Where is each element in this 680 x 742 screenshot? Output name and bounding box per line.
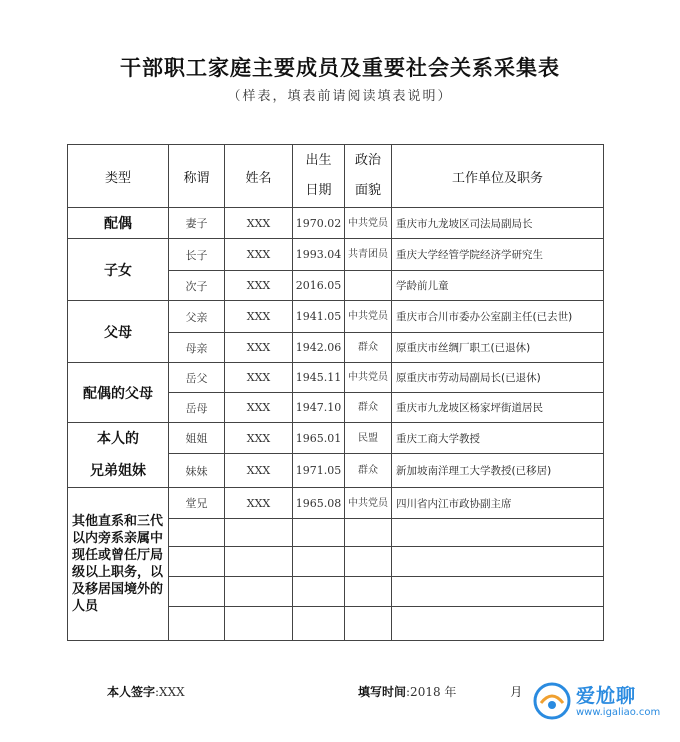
cell-empty: [225, 547, 293, 577]
cell-work: 重庆市九龙坡区司法局副局长: [392, 208, 604, 239]
cell-work: 重庆市九龙坡区杨家坪街道居民: [392, 393, 604, 423]
cell-relation: 岳母: [169, 393, 225, 423]
month-label: 月: [510, 685, 523, 699]
header-row: [68, 145, 604, 208]
footer-fill-time: [358, 683, 522, 700]
cell-politics: 群众: [345, 333, 392, 363]
fill-time-value: :2018 年: [406, 685, 457, 699]
cell-relation: 堂兄: [169, 488, 225, 519]
cell-empty: [169, 607, 225, 641]
cell-birth: 1970.02: [293, 208, 345, 239]
header-politics-top: 政治: [354, 153, 381, 168]
header-birth-bottom: 日期: [305, 183, 332, 198]
cell-empty: [293, 547, 345, 577]
cell-work: 原重庆市劳动局副局长(已退休): [392, 363, 604, 393]
cell-name: XXX: [225, 271, 293, 301]
cell-politics: 共青团员: [345, 239, 392, 271]
table-row: [68, 423, 604, 454]
category-siblings-line2: 兄弟姐妹: [90, 463, 146, 479]
page-title: 干部职工家庭主要成员及重要社会关系采集表: [120, 56, 560, 80]
page-subtitle: （样表，填表前请阅读填表说明）: [227, 89, 453, 104]
cell-work: 重庆工商大学教授: [392, 423, 604, 454]
cell-work: 原重庆市丝绸厂职工(已退休): [392, 333, 604, 363]
table-row: [68, 301, 604, 333]
cell-work: 重庆大学经管学院经济学研究生: [392, 239, 604, 271]
cell-relation: 姐姐: [169, 423, 225, 454]
cell-name: XXX: [225, 423, 293, 454]
header-politics: [345, 145, 392, 208]
cell-empty: [169, 577, 225, 607]
cell-empty: [169, 547, 225, 577]
cell-birth: 1965.01: [293, 423, 345, 454]
cell-empty: [225, 519, 293, 547]
table-row: [68, 208, 604, 239]
table-row: [68, 363, 604, 393]
header-work: 工作单位及职务: [392, 145, 604, 208]
category-spouse: 配偶: [68, 208, 169, 239]
cell-empty: [169, 519, 225, 547]
cell-name: XXX: [225, 393, 293, 423]
cell-relation: 长子: [169, 239, 225, 271]
cell-name: XXX: [225, 488, 293, 519]
table-row: [68, 239, 604, 271]
cell-relation: 妻子: [169, 208, 225, 239]
cell-birth: 1942.06: [293, 333, 345, 363]
cell-work: 新加坡南洋理工大学教授(已移居): [392, 454, 604, 488]
cell-name: XXX: [225, 301, 293, 333]
cell-empty: [293, 519, 345, 547]
cell-empty: [225, 577, 293, 607]
watermark-text: 爱尬聊: [576, 685, 637, 707]
header-name: 姓名: [225, 145, 293, 208]
cell-politics: 中共党员: [345, 488, 392, 519]
cell-name: XXX: [225, 363, 293, 393]
cell-work: 四川省内江市政协副主席: [392, 488, 604, 519]
header-relation: 称谓: [169, 145, 225, 208]
header-birth: [293, 145, 345, 208]
cell-empty: [392, 607, 604, 641]
category-children: 子女: [68, 239, 169, 301]
cell-birth: 1941.05: [293, 301, 345, 333]
cell-empty: [392, 577, 604, 607]
cell-empty: [345, 577, 392, 607]
cell-birth: 1945.11: [293, 363, 345, 393]
family-relations-table: [67, 144, 604, 641]
footer-signature: [107, 683, 185, 700]
cell-relation: 次子: [169, 271, 225, 301]
signature-value: :XXX: [155, 685, 185, 699]
cell-birth: 1947.10: [293, 393, 345, 423]
category-parents: 父母: [68, 301, 169, 363]
fill-time-label: 填写时间: [358, 685, 407, 699]
cell-relation: 父亲: [169, 301, 225, 333]
category-others: 其他直系和三代以内旁系亲属中现任或曾任厅局级以上职务，以及移居国境外的人员: [68, 488, 169, 641]
category-siblings-line1: 本人的: [97, 431, 139, 447]
category-spouse-parents: 配偶的父母: [68, 363, 169, 423]
cell-politics: 中共党员: [345, 301, 392, 333]
cell-empty: [225, 607, 293, 641]
cell-politics: [345, 271, 392, 301]
cell-politics: 群众: [345, 454, 392, 488]
cell-birth: 2016.05: [293, 271, 345, 301]
cell-empty: [392, 547, 604, 577]
cell-birth: 1971.05: [293, 454, 345, 488]
cell-empty: [293, 607, 345, 641]
cell-empty: [293, 577, 345, 607]
cell-work: 重庆市合川市委办公室副主任(已去世): [392, 301, 604, 333]
cell-name: XXX: [225, 454, 293, 488]
category-siblings: [68, 423, 169, 488]
cell-work: 学龄前儿童: [392, 271, 604, 301]
cell-name: XXX: [225, 333, 293, 363]
watermark-logo-icon: [532, 681, 572, 721]
cell-empty: [345, 607, 392, 641]
watermark: [532, 675, 672, 739]
cell-relation: 岳父: [169, 363, 225, 393]
cell-politics: 民盟: [345, 423, 392, 454]
cell-empty: [392, 519, 604, 547]
header-birth-top: 出生: [305, 153, 332, 168]
cell-empty: [345, 547, 392, 577]
signature-label: 本人签字: [107, 685, 156, 699]
cell-politics: 中共党员: [345, 363, 392, 393]
cell-politics: 中共党员: [345, 208, 392, 239]
cell-politics: 群众: [345, 393, 392, 423]
cell-name: XXX: [225, 208, 293, 239]
header-type: 类型: [68, 145, 169, 208]
table-row: [68, 488, 604, 519]
cell-birth: 1993.04: [293, 239, 345, 271]
watermark-url: www.igaliao.com: [576, 707, 661, 718]
cell-relation: 妹妹: [169, 454, 225, 488]
header-politics-bottom: 面貌: [354, 183, 381, 198]
cell-name: XXX: [225, 239, 293, 271]
cell-empty: [345, 519, 392, 547]
cell-relation: 母亲: [169, 333, 225, 363]
cell-birth: 1965.08: [293, 488, 345, 519]
